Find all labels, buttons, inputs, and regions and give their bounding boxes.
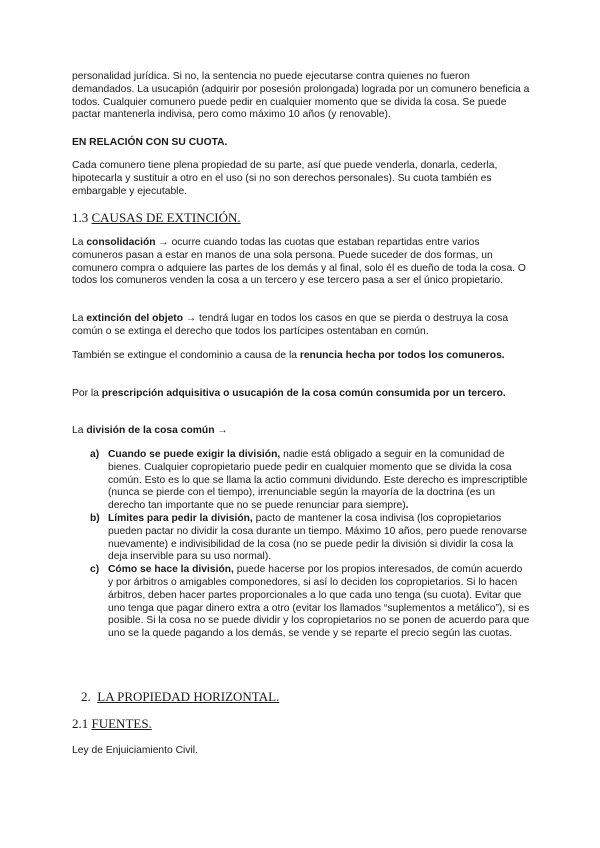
list-item [90, 564, 530, 641]
heading-cuota-text: EN RELACIÓN CON SU CUOTA. [72, 137, 228, 148]
heading-number: 2. [81, 689, 91, 704]
heading-number: 2.1 [72, 716, 89, 731]
term-renuncia: renuncia hecha por todos los comuneros. [299, 350, 505, 361]
term-consolidacion: consolidación [86, 237, 156, 248]
text-run: La [72, 313, 87, 324]
heading-title: CAUSAS DE EXTINCIÓN. [91, 210, 241, 225]
division-list [90, 449, 530, 641]
list-item-title: Límites para pedir la división, [108, 512, 253, 524]
paragraph-renuncia [72, 350, 532, 363]
arrow-glyph: → [214, 425, 228, 436]
heading-fuentes [72, 716, 532, 732]
term-division: división de la cosa común [86, 425, 215, 436]
paragraph-extincion-objeto [72, 313, 532, 339]
paragraph-prescripcion [72, 388, 532, 401]
heading-title: LA PROPIEDAD HORIZONTAL. [97, 689, 280, 704]
list-item-text: nadie está obligado a seguir en la comunidad de bienes. Cualquier copropietario puede pedir en cualquier momento que se divida la cosa común. Esto es lo que se llama la actio communi dividundo. Este derecho es imprescriptible (nunca se pierde con el tiempo), irrenunciable según la mayoría de la doctrina (es un derecho tan importante que no se puede renunciar para siempre) [108, 449, 528, 512]
text-run: La [72, 237, 87, 248]
heading-title: FUENTES. [91, 716, 152, 731]
text-run: La [72, 425, 87, 436]
heading-cuota [72, 137, 532, 150]
list-marker: c) [90, 564, 100, 576]
term-prescripcion: prescripción adquisitiva o usucapión de la cosa común consumida por un tercero. [101, 388, 506, 399]
list-item-title: Cuando se puede exigir la división, [108, 449, 281, 460]
paragraph-consolidacion [72, 237, 532, 288]
text-run: También se extingue el condominio a causa de la [72, 350, 300, 361]
list-item-text: puede hacerse por los propios interesados, de común acuerdo y por árbitros o amigables componedores, si así lo deciden los copropietarios. Si lo hacen árbitros, deben hacer partes proporcionales a lo que cada uno tenga (su cuota). Evitar que uno tenga que pagar dinero extra a otro (evitar los llamados “suplementos a metálico”), si es posible. Si la cosa no se puede dividir y los copropietarios no se ponen de acuerdo para que uno se la quede pagando a los demás, se vende y se reparte el precio según las cuotas. [108, 564, 530, 640]
list-item [90, 449, 530, 513]
term-extincion-objeto: extinción del objeto [86, 313, 184, 324]
text-run: → tendrá lugar en todos los casos en que se pierda o destruya la cosa común o se extinga el derecho que todos los partícipes ostentaban en común. [72, 313, 509, 337]
paragraph-cuota: Cada comunero tiene plena propiedad de su parte, así que puede venderla, donarla, cederla, hipotecarla y sustituir a otro en el uso (si no son derechos personales). Su cuota también es embargable y ejecutable. [72, 160, 498, 197]
list-marker: a) [90, 449, 100, 460]
list-item [90, 513, 530, 564]
heading-propiedad-horizontal [81, 689, 541, 705]
list-item-tail: . [405, 500, 409, 512]
list-marker: b) [90, 512, 100, 524]
paragraph-division [72, 425, 532, 438]
paragraph-intro: personalidad jurídica. Si no, la sentencia no puede ejecutarse contra quienes no fueron demandados. La usucapión (adquirir por posesión prolongada) lograda por un comunero beneficia a todos. Cualquier comunero puede pedir en cualquier momento que se divida la cosa. Se puede pactar mantenerla indivisa, pero como máximo 10 años (y renovable). [72, 71, 530, 121]
paragraph-ley: Ley de Enjuiciamiento Civil. [72, 745, 198, 756]
heading-number: 1.3 [72, 210, 89, 225]
text-run: Por la [72, 388, 102, 399]
list-item-text: pacto de mantener la cosa indivisa (los copropietarios pueden pactar no dividir la cosa durante un tiempo. Máximo 10 años, pero puede renovarse nuevamente) e indivisibilidad de la cosa (no se puede pedir la división si dividir la cosa la deja inservible para su uso normal). [108, 512, 527, 563]
heading-causas-extincion [72, 210, 532, 226]
text-run: → ocurre cuando todas las cuotas que estaban repartidas entre varios comuneros pasan a estar en manos de una sola persona. Puede suceder de dos formas, un comunero compra o adquiere las partes de los demás y al final, solo él es dueño de toda la cosa. O todos los comuneros venden la cosa a un tercero y ese tercero pasa a ser el único propietario. [72, 237, 526, 287]
list-item-title: Cómo se hace la división, [108, 564, 234, 576]
